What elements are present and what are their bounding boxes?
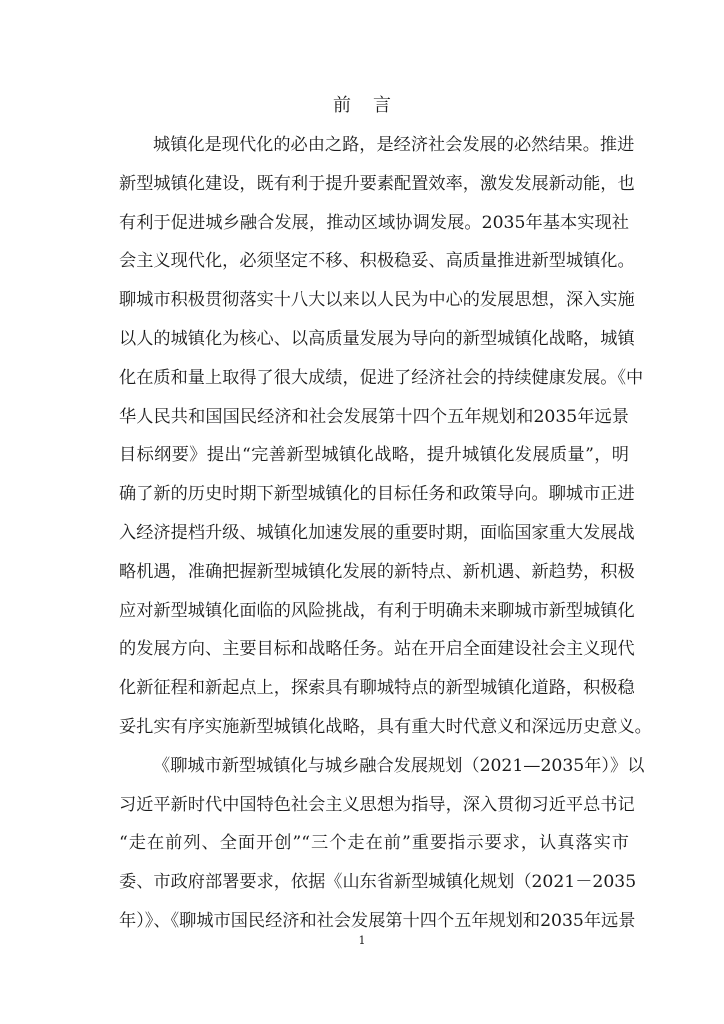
page-number: 1 xyxy=(358,934,366,947)
text-line-2: 新型城镇化建设，既有利于提升要素配置效率，激发发展新动能，也 xyxy=(119,173,635,194)
text-line-13: 应对新型城镇化面临的风险挑战，有利于明确未来聊城市新型城镇化 xyxy=(119,600,635,621)
text-line-7: 化在质和量上取得了很大成绩，促进了经济社会的持续健康发展。《中 xyxy=(119,367,644,388)
page-title: 前言 xyxy=(333,95,413,116)
text-line-18: 习近平新时代中国特色社会主义思想为指导，深入贯彻习近平总书记 xyxy=(119,794,635,815)
text-line-8: 华人民共和国国民经济和社会发展第十四个五年规划和2035年远景 xyxy=(119,406,629,427)
text-line-10: 确了新的历史时期下新型城镇化的目标任务和政策导向。聊城市正进 xyxy=(119,484,635,505)
text-line-4: 会主义现代化，必须坚定不移、积极稳妥、高质量推进新型城镇化。 xyxy=(119,251,635,272)
text-line-11: 入经济提档升级、城镇化加速发展的重要时期，面临国家重大发展战 xyxy=(119,522,635,543)
text-line-15: 化新征程和新起点上，探索具有聊城特点的新型城镇化道路，积极稳 xyxy=(119,678,635,699)
body-text xyxy=(119,126,652,941)
text-line-6: 以人的城镇化为核心、以高质量发展为导向的新型城镇化战略，城镇 xyxy=(119,328,635,349)
text-line-12: 略机遇，准确把握新型城镇化发展的新特点、新机遇、新趋势，积极 xyxy=(119,561,635,582)
text-line-21: 年）》、《聊城市国民经济和社会发展第十四个五年规划和2035年远景 xyxy=(119,910,636,931)
text-line-16: 妥扎实有序实施新型城镇化战略，具有重大时代意义和深远历史意义。 xyxy=(119,716,652,737)
text-line-3: 有利于促进城乡融合发展，推动区域协调发展。2035年基本实现社 xyxy=(119,212,629,233)
text-line-1: 城镇化是现代化的必由之路，是经济社会发展的必然结果。推进 xyxy=(153,135,635,155)
text-line-5: 聊城市积极贯彻落实十八大以来以人民为中心的发展思想，深入实施 xyxy=(119,290,635,311)
text-line-14: 的发展方向、主要目标和战略任务。站在开启全面建设社会主义现代 xyxy=(119,639,635,660)
text-line-20: 委、市政府部署要求，依据《山东省新型城镇化规划（2021－2035 xyxy=(119,872,637,893)
text-line-19: “走在前列、全面开创”“三个走在前”重要指示要求，认真落实市 xyxy=(119,833,629,854)
text-line-17: 《聊城市新型城镇化与城乡融合发展规划（2021—2035年）》以 xyxy=(153,755,645,776)
text-line-9: 目标纲要》提出“完善新型城镇化战略，提升城镇化发展质量”，明 xyxy=(119,445,629,466)
